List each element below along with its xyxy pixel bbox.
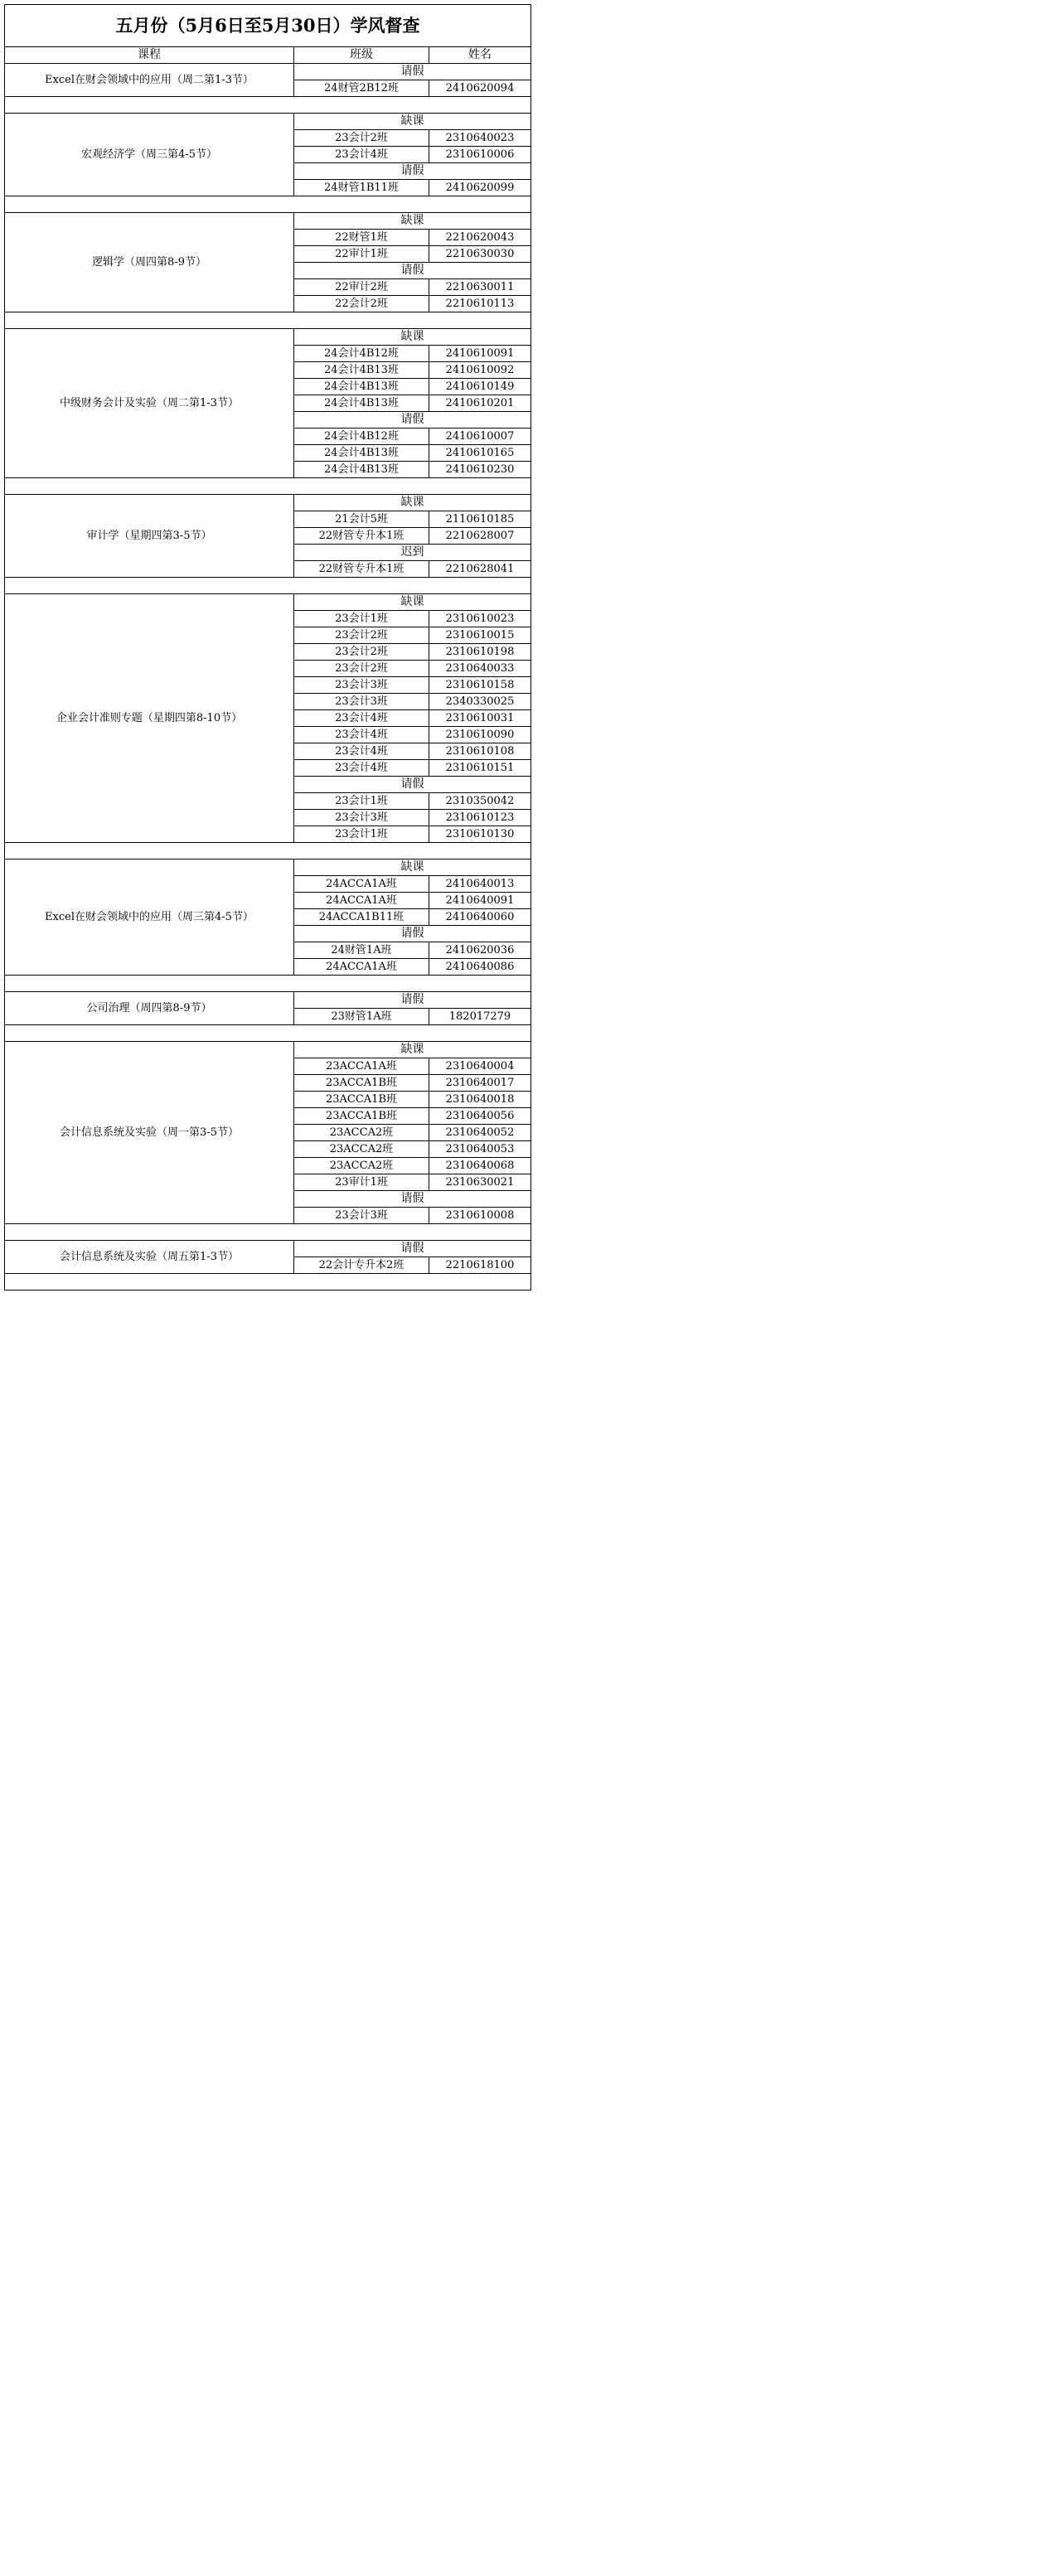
class-cell: 21会计5班 [294,511,429,528]
class-cell: 23财管1A班 [294,1009,429,1025]
student-id-cell: 2310610158 [429,677,531,694]
student-id-cell: 2310640052 [429,1125,531,1141]
class-cell: 24ACCA1A班 [294,959,429,976]
class-cell: 23会计4班 [294,743,429,760]
student-id-cell: 2410610091 [429,346,531,362]
status-label: 请假 [294,412,531,429]
class-cell: 23会计2班 [294,661,429,677]
group-separator [5,1224,531,1241]
class-cell: 23会计4班 [294,760,429,777]
student-id-cell: 2310610023 [429,611,531,627]
student-id-cell: 2310640004 [429,1058,531,1075]
course-cell: 公司治理（周四第8-9节） [5,992,294,1025]
class-cell: 24财管1B11班 [294,180,429,196]
class-cell: 23ACCA1B班 [294,1092,429,1108]
student-id-cell: 2310640056 [429,1108,531,1125]
header-class: 班级 [294,47,429,64]
status-label: 请假 [294,1191,531,1208]
student-id-cell: 2310610198 [429,644,531,661]
student-id-cell: 2310610130 [429,826,531,843]
status-row [5,495,531,511]
class-cell: 23会计3班 [294,1208,429,1224]
class-cell: 23会计3班 [294,810,429,826]
class-cell: 23会计2班 [294,130,429,147]
student-id-cell: 2410610149 [429,379,531,395]
class-cell: 22审计1班 [294,246,429,263]
student-id-cell: 2310610108 [429,743,531,760]
course-cell: 逻辑学（周四第8-9节） [5,213,294,312]
student-id-cell: 2340330025 [429,694,531,710]
class-cell: 24会计4B13班 [294,395,429,412]
status-label: 请假 [294,163,531,180]
status-row [5,992,531,1009]
status-row [5,594,531,611]
class-cell: 22审计2班 [294,279,429,296]
header-course: 课程 [5,47,294,64]
group-separator [5,1025,531,1042]
class-cell: 23会计1班 [294,793,429,810]
group-separator [5,97,531,114]
student-id-cell: 2410610230 [429,462,531,478]
separator-cell [5,196,531,213]
status-label: 请假 [294,263,531,279]
class-cell: 23ACCA1B班 [294,1075,429,1092]
course-cell: 企业会计准则专题（星期四第8-10节） [5,594,294,843]
student-id-cell: 2410640060 [429,909,531,926]
course-cell: 审计学（星期四第3-5节） [5,495,294,578]
status-label: 请假 [294,777,531,793]
course-cell: Excel在财会领域中的应用（周三第4-5节） [5,859,294,976]
student-id-cell: 2310630021 [429,1174,531,1191]
status-row [5,64,531,80]
group-separator [5,578,531,594]
student-id-cell: 2310610008 [429,1208,531,1224]
group-separator [5,1274,531,1290]
student-id-cell: 2310640023 [429,130,531,147]
class-cell: 23会计4班 [294,710,429,727]
student-id-cell: 2410620094 [429,80,531,97]
course-cell: 会计信息系统及实验（周一第3-5节） [5,1042,294,1224]
student-id-cell: 2310610123 [429,810,531,826]
class-cell: 22会计2班 [294,296,429,312]
class-cell: 24会计4B12班 [294,346,429,362]
course-cell: 会计信息系统及实验（周五第1-3节） [5,1241,294,1274]
class-cell: 22财管专升本1班 [294,561,429,578]
header-row [5,47,531,64]
student-id-cell: 2210618100 [429,1257,531,1274]
class-cell: 23会计4班 [294,727,429,743]
class-cell: 24会计4B13班 [294,445,429,462]
separator-cell [5,1274,531,1290]
status-label: 缺课 [294,329,531,346]
separator-cell [5,843,531,859]
student-id-cell: 2310640053 [429,1141,531,1158]
student-id-cell: 2410640091 [429,893,531,909]
attendance-table [4,4,531,1290]
status-label: 缺课 [294,495,531,511]
student-id-cell: 2410610007 [429,429,531,445]
sheet-title: 五月份（5月6日至5月30日）学风督查 [5,5,531,47]
class-cell: 23会计2班 [294,644,429,661]
class-cell: 23ACCA2班 [294,1141,429,1158]
class-cell: 24会计4B13班 [294,379,429,395]
class-cell: 24ACCA1A班 [294,893,429,909]
separator-cell [5,578,531,594]
status-label: 请假 [294,64,531,80]
class-cell: 24财管2B12班 [294,80,429,97]
separator-cell [5,97,531,114]
student-id-cell: 2310640017 [429,1075,531,1092]
course-cell: Excel在财会领域中的应用（周二第1-3节） [5,64,294,97]
student-id-cell: 2310610151 [429,760,531,777]
separator-cell [5,976,531,992]
separator-cell [5,1224,531,1241]
status-label: 请假 [294,1241,531,1257]
student-id-cell: 2210630030 [429,246,531,263]
class-cell: 23会计1班 [294,826,429,843]
student-id-cell: 2110610185 [429,511,531,528]
status-row [5,859,531,876]
student-id-cell: 2410620099 [429,180,531,196]
status-label: 请假 [294,992,531,1009]
student-id-cell: 2210628041 [429,561,531,578]
status-label: 迟到 [294,545,531,561]
status-label: 缺课 [294,594,531,611]
class-cell: 23会计3班 [294,677,429,694]
group-separator [5,196,531,213]
course-cell: 中级财务会计及实验（周二第1-3节） [5,329,294,478]
student-id-cell: 182017279 [429,1009,531,1025]
status-row [5,213,531,230]
student-id-cell: 2410640013 [429,876,531,893]
class-cell: 23ACCA2班 [294,1125,429,1141]
separator-cell [5,478,531,495]
separator-cell [5,312,531,329]
student-id-cell: 2310610090 [429,727,531,743]
status-label: 缺课 [294,114,531,130]
student-id-cell: 2210628007 [429,528,531,545]
student-id-cell: 2410610092 [429,362,531,379]
student-id-cell: 2410610201 [429,395,531,412]
attendance-sheet [4,4,530,1290]
status-row [5,114,531,130]
group-separator [5,478,531,495]
status-row [5,1241,531,1257]
student-id-cell: 2410640086 [429,959,531,976]
class-cell: 24财管1A班 [294,942,429,959]
class-cell: 24ACCA1B11班 [294,909,429,926]
status-label: 缺课 [294,213,531,230]
student-id-cell: 2210620043 [429,230,531,246]
class-cell: 23会计1班 [294,611,429,627]
class-cell: 23会计4班 [294,147,429,163]
status-row [5,329,531,346]
student-id-cell: 2210630011 [429,279,531,296]
header-name: 姓名 [429,47,531,64]
course-cell: 宏观经济学（周三第4-5节） [5,114,294,196]
status-label: 请假 [294,926,531,942]
class-cell: 24会计4B12班 [294,429,429,445]
class-cell: 24会计4B13班 [294,362,429,379]
class-cell: 23会计2班 [294,627,429,644]
status-label: 缺课 [294,859,531,876]
group-separator [5,843,531,859]
student-id-cell: 2310610031 [429,710,531,727]
class-cell: 23ACCA2班 [294,1158,429,1174]
title-row [5,5,531,47]
student-id-cell: 2310350042 [429,793,531,810]
class-cell: 24ACCA1A班 [294,876,429,893]
class-cell: 23ACCA1A班 [294,1058,429,1075]
class-cell: 22会计专升本2班 [294,1257,429,1274]
class-cell: 23会计3班 [294,694,429,710]
status-label: 缺课 [294,1042,531,1058]
class-cell: 24会计4B13班 [294,462,429,478]
class-cell: 23ACCA1B班 [294,1108,429,1125]
group-separator [5,312,531,329]
student-id-cell: 2310640068 [429,1158,531,1174]
group-separator [5,976,531,992]
student-id-cell: 2310640033 [429,661,531,677]
separator-cell [5,1025,531,1042]
class-cell: 22财管1班 [294,230,429,246]
student-id-cell: 2310640018 [429,1092,531,1108]
student-id-cell: 2310610015 [429,627,531,644]
student-id-cell: 2410620036 [429,942,531,959]
student-id-cell: 2310610006 [429,147,531,163]
student-id-cell: 2410610165 [429,445,531,462]
class-cell: 22财管专升本1班 [294,528,429,545]
student-id-cell: 2210610113 [429,296,531,312]
status-row [5,1042,531,1058]
class-cell: 23审计1班 [294,1174,429,1191]
